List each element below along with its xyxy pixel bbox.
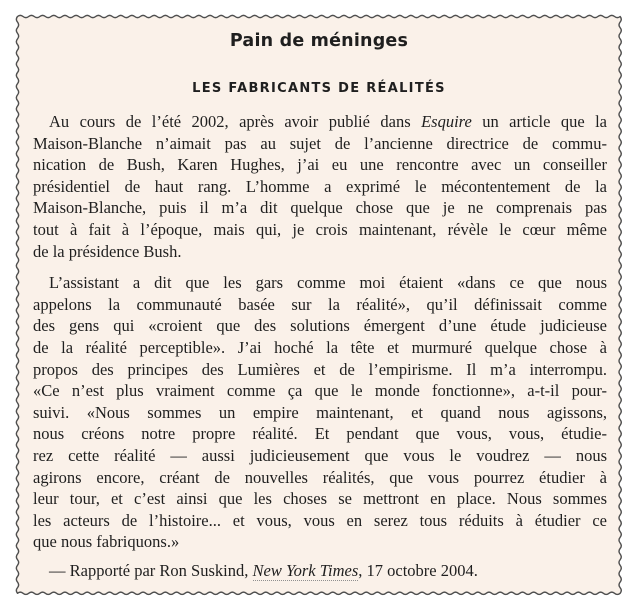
text-line bbox=[33, 380, 607, 402]
text-segment: Esquire bbox=[421, 112, 472, 131]
text-segment: , 17 octobre 2004. bbox=[358, 560, 478, 580]
text-segment: — Rapporté par Ron Suskind, bbox=[49, 560, 253, 580]
paragraph bbox=[33, 272, 607, 553]
text-line bbox=[33, 423, 607, 445]
text-segment: Maison-Blanche, puis il m’a dit quelque chose que je ne comprenais pas bbox=[33, 198, 607, 218]
text-line bbox=[33, 154, 607, 176]
boxed-excerpt bbox=[17, 16, 621, 594]
attribution-line bbox=[17, 560, 621, 582]
text-segment: Maison-Blanche n’aimait pas au sujet de l’ancienne directrice de commu- bbox=[33, 133, 607, 153]
text-segment: de la présidence Bush. bbox=[33, 241, 182, 261]
text-line bbox=[33, 133, 607, 155]
text-segment: des gens qui «croient que des solutions émergent d’une étude judicieuse bbox=[33, 316, 607, 336]
text-line bbox=[33, 510, 607, 532]
text-segment: un article que la bbox=[471, 112, 607, 131]
text-line bbox=[33, 359, 607, 381]
text-line bbox=[33, 176, 607, 198]
text-line bbox=[33, 315, 607, 337]
text-line bbox=[33, 445, 607, 467]
text-segment: «Ce n’est plus vraiment comme ça que le monde fonctionne», a-t-il pour- bbox=[33, 381, 607, 401]
text-segment: agirons encore, créant de nouvelles réalités, que vous pourrez étudier à bbox=[33, 467, 607, 487]
text-segment: tout à fait à l’époque, mais qui, je crois maintenant, révèle le cœur même bbox=[33, 219, 607, 239]
text-line bbox=[33, 241, 607, 263]
text-segment: appelons la communauté basée sur la réalité», qu’il définissait comme bbox=[33, 294, 607, 314]
body-text bbox=[17, 111, 621, 553]
text-line bbox=[33, 402, 607, 424]
text-line bbox=[33, 467, 607, 489]
paragraph bbox=[33, 111, 607, 262]
text-line bbox=[33, 337, 607, 359]
text-segment: rez cette réalité — aussi judicieusement que vous le voudrez — nous bbox=[33, 445, 607, 465]
text-line bbox=[33, 219, 607, 241]
text-segment: présidentiel de haut rang. L’homme a exprimé le mécontentement de la bbox=[33, 176, 607, 196]
section-heading: LES FABRICANTS DE RÉALITÉS bbox=[192, 81, 446, 96]
text-segment: suivi. «Nous sommes un empire maintenant, et quand nous agissons, bbox=[33, 402, 607, 422]
text-segment: L’assistant a dit que les gars comme moi étaient «dans ce que nous bbox=[49, 273, 607, 293]
text-segment: de la réalité perceptible». J’ai hoché la tête et murmuré quelque chose à bbox=[33, 337, 607, 357]
text-segment: que nous fabriquons.» bbox=[33, 532, 180, 552]
text-line bbox=[33, 294, 607, 316]
text-line bbox=[33, 531, 607, 553]
text-segment: nous créons notre propre réalité. Et pendant que vous, vous, étudie- bbox=[33, 424, 607, 444]
text-segment: leur tour, et c’est ainsi que les choses se mettront en place. Nous sommes bbox=[33, 489, 607, 509]
text-segment: propos des principes des Lumières et de l’empirisme. Il m’a interrompu. bbox=[33, 359, 607, 379]
text-segment: New York Times bbox=[252, 560, 359, 580]
text-line bbox=[33, 272, 607, 294]
text-segment: les acteurs de l’histoire... et vous, vous en serez tous réduits à étudier ce bbox=[33, 510, 607, 530]
text-line bbox=[33, 197, 607, 219]
text-line bbox=[33, 488, 607, 510]
text-segment: Au cours de l’été 2002, après avoir publié dans bbox=[49, 112, 422, 131]
text-line bbox=[33, 111, 607, 133]
page-title: Pain de méninges bbox=[229, 31, 409, 51]
text-segment: nication de Bush, Karen Hughes, j’ai eu une rencontre avec un conseiller bbox=[33, 155, 607, 175]
